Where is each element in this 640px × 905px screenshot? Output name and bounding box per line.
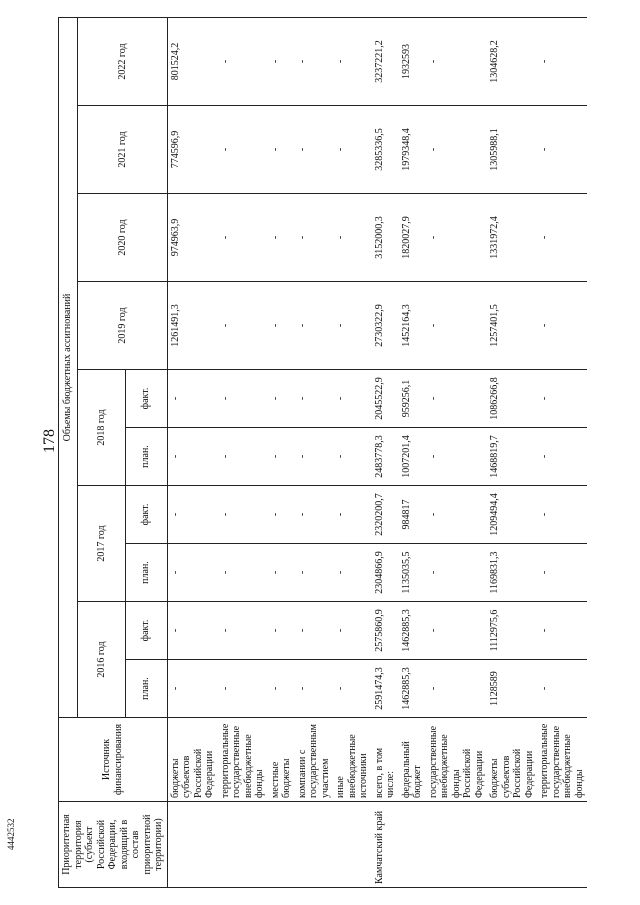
value-cell: - — [268, 282, 295, 370]
value-cell: - — [167, 486, 218, 544]
value-cell: - — [268, 428, 295, 486]
header-plan-2016: план. — [125, 660, 167, 718]
table-row — [372, 17, 399, 887]
header-volumes: Объемы бюджетных ассигнований — [59, 17, 78, 717]
source-cell: компании с государственным участием — [295, 718, 334, 802]
value-cell: 1304628,2 — [487, 17, 537, 105]
header-territory: Приоритетная территория (субъект Российской Федерации, входящий в состав приоритетной территории) — [59, 802, 168, 888]
value-cell: 1468819,7 — [487, 428, 537, 486]
page-number: 178 — [41, 429, 58, 453]
value-cell: - — [295, 17, 334, 105]
value-cell: 1112975,6 — [487, 602, 537, 660]
value-cell: - — [426, 194, 488, 282]
value-cell: 1128589 — [487, 660, 537, 718]
value-cell: 959256,1 — [399, 370, 426, 428]
value-cell: - — [167, 602, 218, 660]
value-cell: 1305988,1 — [487, 106, 537, 194]
value-cell: - — [268, 544, 295, 602]
value-cell: 1007201,4 — [399, 428, 426, 486]
value-cell: - — [333, 428, 372, 486]
territory-cell — [426, 802, 488, 888]
value-cell: - — [167, 544, 218, 602]
value-cell: - — [537, 194, 587, 282]
territory-cell — [295, 802, 334, 888]
territory-cell — [218, 802, 268, 888]
table-row — [333, 17, 372, 887]
table-row — [537, 17, 587, 887]
value-cell: - — [295, 106, 334, 194]
value-cell: - — [537, 602, 587, 660]
value-cell: - — [218, 486, 268, 544]
value-cell: - — [333, 602, 372, 660]
value-cell: 1209494,4 — [487, 486, 537, 544]
value-cell: - — [333, 370, 372, 428]
value-cell: - — [333, 282, 372, 370]
value-cell: - — [295, 486, 334, 544]
value-cell: - — [537, 486, 587, 544]
value-cell: 2591474,3 — [372, 660, 399, 718]
source-cell: бюджеты субъектов Российской Федерации — [487, 718, 537, 802]
value-cell: - — [333, 486, 372, 544]
source-cell: государственные внебюджетные фонды Российской Федерации — [426, 718, 488, 802]
value-cell: - — [295, 602, 334, 660]
value-cell: 2320200,7 — [372, 486, 399, 544]
table-row — [399, 17, 426, 887]
value-cell: - — [537, 106, 587, 194]
value-cell: 1261491,3 — [167, 282, 218, 370]
value-cell: - — [218, 602, 268, 660]
header-year-2017: 2017 год — [78, 486, 126, 602]
value-cell: - — [218, 428, 268, 486]
value-cell: 2575860,9 — [372, 602, 399, 660]
header-fact-2017: факт. — [125, 486, 167, 544]
value-cell: - — [426, 660, 488, 718]
territory-cell — [333, 802, 372, 888]
table-row — [167, 17, 218, 887]
territory-cell — [399, 802, 426, 888]
header-year-2021: 2021 год — [78, 106, 168, 194]
territory-cell: Камчатский край — [372, 802, 399, 888]
budget-allocations-table — [58, 17, 587, 888]
value-cell: 2730322,9 — [372, 282, 399, 370]
table-row — [426, 17, 488, 887]
value-cell: - — [218, 370, 268, 428]
value-cell: 1462885,3 — [399, 660, 426, 718]
table-row — [268, 17, 295, 887]
value-cell: - — [333, 194, 372, 282]
table-row — [218, 17, 268, 887]
value-cell: - — [218, 17, 268, 105]
value-cell: 1135035,5 — [399, 544, 426, 602]
value-cell: - — [426, 544, 488, 602]
value-cell: - — [295, 194, 334, 282]
header-year-2019: 2019 год — [78, 282, 168, 370]
source-cell: бюджеты субъектов Российской Федерации — [167, 718, 218, 802]
value-cell: 1086266,8 — [487, 370, 537, 428]
header-year-2020: 2020 год — [78, 194, 168, 282]
header-plan-2018: план. — [125, 428, 167, 486]
territory-cell — [487, 802, 537, 888]
header-source: Источник финансирования — [59, 718, 168, 802]
value-cell: - — [218, 544, 268, 602]
value-cell: - — [167, 660, 218, 718]
table-body — [167, 17, 587, 887]
value-cell: - — [167, 370, 218, 428]
value-cell: - — [426, 370, 488, 428]
header-fact-2018: факт. — [125, 370, 167, 428]
value-cell: - — [426, 486, 488, 544]
value-cell: - — [333, 17, 372, 105]
value-cell: - — [537, 282, 587, 370]
value-cell: 1462885,3 — [399, 602, 426, 660]
value-cell: - — [333, 106, 372, 194]
value-cell: 984817 — [399, 486, 426, 544]
value-cell: - — [295, 282, 334, 370]
value-cell: - — [537, 428, 587, 486]
value-cell: - — [268, 486, 295, 544]
value-cell: 1257401,5 — [487, 282, 537, 370]
source-cell: местные бюджеты — [268, 718, 295, 802]
source-cell: всего, в том числе: — [372, 718, 399, 802]
value-cell: - — [218, 194, 268, 282]
value-cell: - — [295, 370, 334, 428]
value-cell: - — [537, 370, 587, 428]
source-cell: федеральный бюджет — [399, 718, 426, 802]
value-cell: 3237221,2 — [372, 17, 399, 105]
value-cell: - — [426, 17, 488, 105]
value-cell: 974963,9 — [167, 194, 218, 282]
value-cell: - — [537, 544, 587, 602]
value-cell: - — [268, 370, 295, 428]
value-cell: - — [295, 660, 334, 718]
value-cell: - — [218, 106, 268, 194]
value-cell: - — [268, 602, 295, 660]
territory-cell — [268, 802, 295, 888]
value-cell: - — [295, 428, 334, 486]
value-cell: 3285336,5 — [372, 106, 399, 194]
source-cell: иные внебюджетные источники — [333, 718, 372, 802]
value-cell: - — [426, 428, 488, 486]
value-cell: - — [426, 602, 488, 660]
value-cell: - — [333, 660, 372, 718]
header-year-2022: 2022 год — [78, 17, 168, 105]
value-cell: - — [268, 194, 295, 282]
value-cell: 1979348,4 — [399, 106, 426, 194]
value-cell: 801524,2 — [167, 17, 218, 105]
value-cell: 3152000,3 — [372, 194, 399, 282]
value-cell: - — [295, 544, 334, 602]
value-cell: - — [218, 282, 268, 370]
value-cell: - — [218, 660, 268, 718]
source-cell: территориальные государственные внебюджетные фонды — [218, 718, 268, 802]
value-cell: - — [537, 17, 587, 105]
territory-cell — [537, 802, 587, 888]
value-cell: - — [268, 660, 295, 718]
value-cell: 1169831,3 — [487, 544, 537, 602]
value-cell: - — [426, 282, 488, 370]
value-cell: 774596,9 — [167, 106, 218, 194]
header-year-2016: 2016 год — [78, 602, 126, 718]
value-cell: 2483778,3 — [372, 428, 399, 486]
table-row — [487, 17, 537, 887]
value-cell: 1452164,3 — [399, 282, 426, 370]
header-year-2018: 2018 год — [78, 370, 126, 486]
value-cell: - — [268, 106, 295, 194]
budget-table-container — [58, 18, 618, 888]
source-cell: территориальные государственные внебюджетные фонды — [537, 718, 587, 802]
value-cell: 1331972,4 — [487, 194, 537, 282]
value-cell: - — [537, 660, 587, 718]
header-plan-2017: план. — [125, 544, 167, 602]
value-cell: 2045522,9 — [372, 370, 399, 428]
value-cell: 1932593 — [399, 17, 426, 105]
value-cell: 1820027,9 — [399, 194, 426, 282]
document-code: 4442532 — [6, 818, 16, 850]
value-cell: - — [333, 544, 372, 602]
value-cell: 2304866,9 — [372, 544, 399, 602]
value-cell: - — [426, 106, 488, 194]
value-cell: - — [268, 17, 295, 105]
table-row — [295, 17, 334, 887]
value-cell: - — [167, 428, 218, 486]
header-fact-2016: факт. — [125, 602, 167, 660]
territory-cell — [167, 802, 218, 888]
